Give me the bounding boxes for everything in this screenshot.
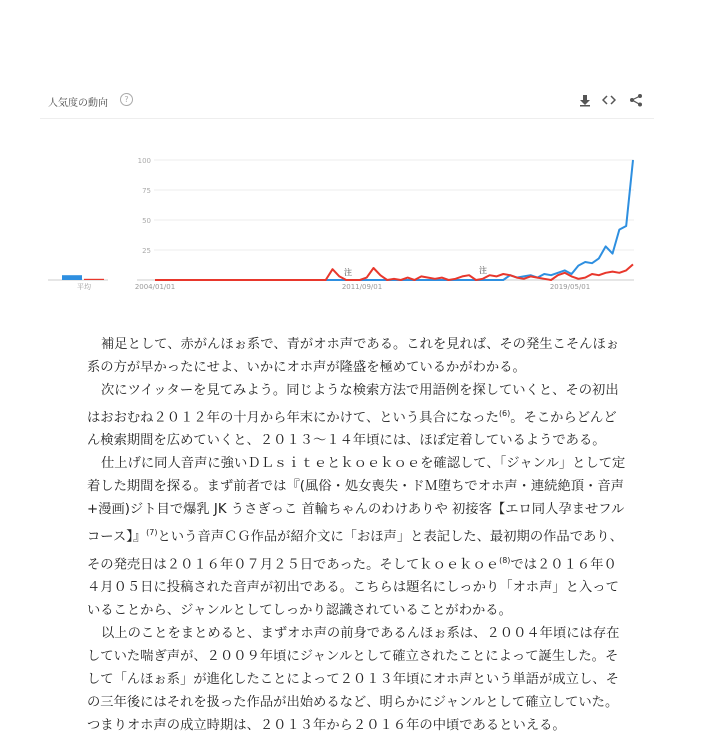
text-line [87, 576, 647, 599]
text-line [87, 498, 647, 521]
text-span: 着した期間を探る。まず前者では『(風俗・処女喪失・ドＭ堕ちでオホ声・連続絶頂・音声 [87, 479, 624, 495]
text-line [87, 402, 647, 429]
text-span: 以上のことをまとめると、まずオホ声の前身であるんほぉ系は、２００４年頃には存在 [101, 626, 620, 642]
text-span: していた喘ぎ声が、２００９年頃にジャンルとして確立されたことによって誕生した。そ [87, 649, 619, 665]
text-span: はおおむね２０１２年の十月から年末にかけて、という具合になった [87, 410, 499, 426]
text-span: では２０１６年０ [510, 557, 617, 573]
text-span: ４月０５日に投稿された音声が初出である。こちらは題名にしっかり「オホ声」と入って [87, 580, 619, 596]
y-tick-label: 75 [142, 187, 151, 195]
text-span: 。そこからどんど [510, 410, 617, 426]
average-bar-oho [62, 275, 82, 280]
text-span: ん検索期間を広めていくと、２０１３～１４年頃には、ほぼ定着しているようである。 [87, 433, 606, 449]
text-span: 仕上げに同人音声に強いＤＬｓｉｔｅとｋｏｅｋｏｅを確認して、「ジャンル」として定 [101, 456, 626, 472]
text-line [87, 691, 647, 714]
x-tick-label: 2019/05/01 [549, 283, 591, 291]
text-span: という音声ＣＧ作品が紹介文に「おほ声」と表記した、最初期の作品であり、 [157, 529, 623, 545]
text-span: 系の方が早かったにせよ、いかにオホ声が隆盛を極めているかがわかる。 [87, 360, 526, 375]
text-line [87, 521, 647, 548]
card-title: 人気度の動向 [48, 98, 108, 109]
text-span: の三年後にはそれを扱った作品が出始めるなど、明らかにジャンルとして確立していた。 [87, 695, 619, 711]
text-span: して「んほぉ系」が進化したことによって２０１３年頃にオホ声という単語が成立し、そ [87, 672, 619, 688]
y-tick-label: 100 [137, 157, 151, 165]
text-span: その発売日は２０１６年０７月２５日であった。そしてｋｏｅｋｏｅ [87, 557, 500, 573]
text-span: 補足として、赤がんほぉ系で、青がオホ声である。これを見れば、その発生こそんほぉ [101, 337, 620, 352]
text-line [87, 714, 647, 737]
text-span: いることから、ジャンルとしてしっかり認識されていることがわかる。 [87, 603, 512, 619]
help-icon[interactable]: ? [120, 93, 133, 106]
average-bar-nhoo [84, 279, 104, 280]
text-line [87, 645, 647, 668]
text-span: 次にツイッターを見てみよう。同じような検索方法で用語例を探していくと、その初出 [101, 383, 619, 398]
text-span: コース】』 [87, 529, 147, 545]
annotation-marker: 注 [344, 268, 352, 277]
annotation-marker: 注 [479, 266, 487, 275]
text-line [87, 549, 647, 576]
text-line [87, 333, 647, 356]
text-line [87, 475, 647, 498]
text-line [87, 622, 647, 645]
text-span: つまりオホ声の成立時期は、２０１３年から２０１６年の中頃であるといえる。 [87, 718, 566, 734]
y-tick-label: 25 [142, 247, 151, 255]
footnote-ref[interactable]: (7) [146, 528, 158, 538]
article-body [87, 333, 647, 737]
footnote-ref[interactable]: (8) [499, 555, 511, 565]
trend-chart [0, 0, 712, 300]
x-tick-label: 2011/09/01 [341, 283, 383, 291]
x-tick-label: 2004/01/01 [134, 283, 176, 291]
footnote-ref[interactable]: (6) [498, 409, 511, 418]
text-line [87, 452, 647, 475]
text-line [87, 668, 647, 691]
text-line [87, 429, 647, 452]
y-tick-label: 50 [142, 217, 151, 225]
average-label: 平均 [77, 283, 91, 291]
text-span: +漫画)ジト目で爆乳 JK うさぎっこ 首輪ちゃんのわけありや 初接客【エロ同人孕ませフル [87, 502, 625, 518]
text-line [87, 356, 647, 379]
text-line [87, 599, 647, 622]
text-line [87, 379, 647, 402]
